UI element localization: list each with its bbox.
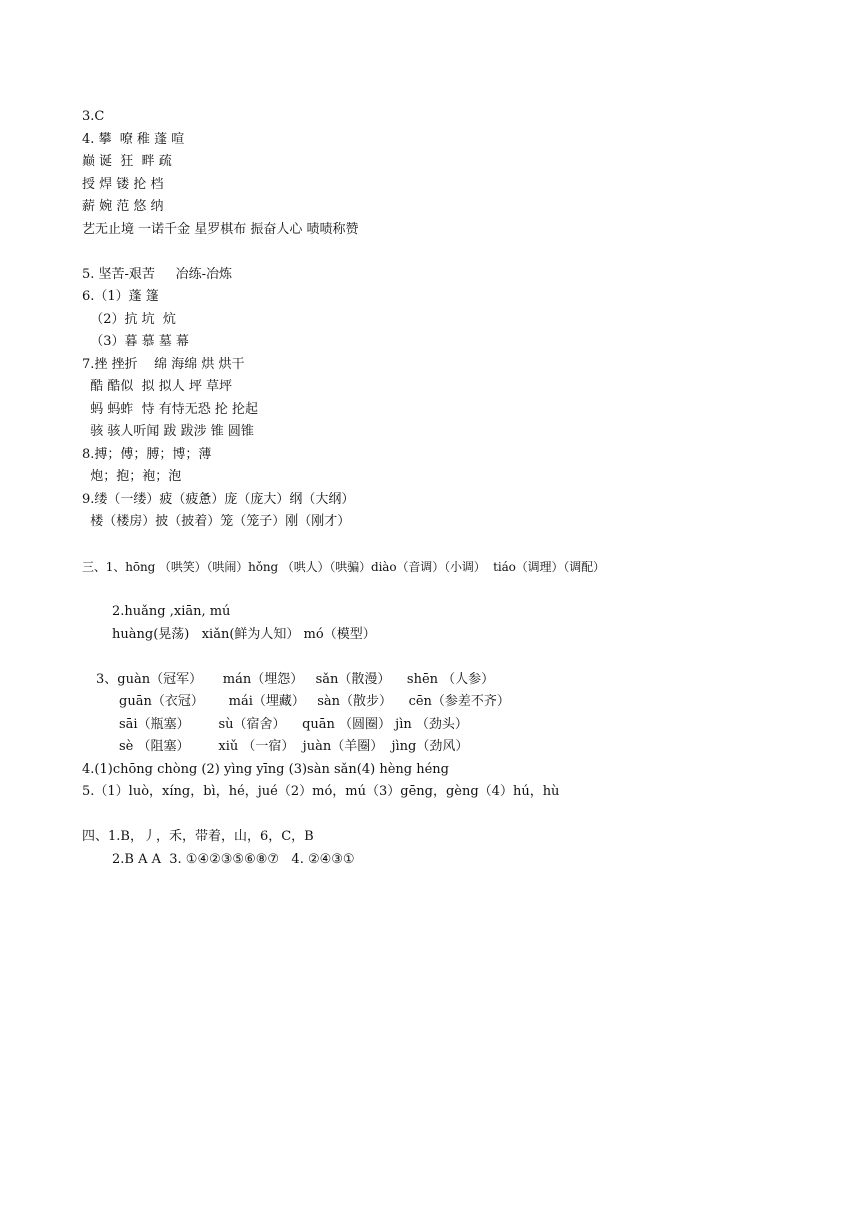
answer-line: 9.缕（一缕）疲（疲惫）庞（庞大）纲（大纲）	[82, 492, 355, 507]
answer-line: 薪 婉 范 悠 纳	[82, 199, 164, 214]
answer-line: 四、1.B，丿，禾，带着，山，6，C，B	[82, 829, 314, 844]
answer-line: 巅 诞 狂 畔 疏	[82, 154, 172, 169]
answer-line: 8.搏；傅；膊；博；薄	[82, 447, 212, 462]
answer-line: 5.（1）luò，xíng，bì，hé，jué（2）mó，mú（3）gēng，gèng（4）hú，hù	[82, 784, 560, 799]
answer-line: guān（衣冠） mái（埋藏） sàn（散步） cēn（参差不齐）	[119, 694, 510, 709]
answer-line: 蚂 蚂蚱 恃 有恃无恐 抡 抡起	[82, 402, 259, 417]
answer-line: sāi（瓶塞） sù（宿舍） quān （圆圈） jìn （劲头）	[119, 717, 468, 732]
answer-line: 4.(1)chōng chòng (2) yìng yīng (3)sàn sǎn(4) hèng héng	[82, 762, 449, 777]
answer-line: 2.huǎng ,xiān, mú	[112, 604, 231, 619]
answer-line: （3）暮 慕 墓 幕	[82, 334, 189, 349]
answer-line: 三、1、hōng （哄笑）（哄闹）hǒng （哄人）（哄骗）diào（音调）（小调） tiáo（调理）（调配）	[82, 560, 605, 574]
answer-line: 3.C	[82, 109, 105, 124]
answer-line: sè （阻塞） xiǔ （一宿） juàn（羊圈） jìng（劲风）	[119, 739, 469, 754]
answer-line: 酷 酷似 拟 拟人 坪 草坪	[82, 379, 233, 394]
answer-line: 5. 坚苦-艰苦 冶练-冶炼	[82, 267, 232, 282]
answer-line: 6.（1）蓬 篷	[82, 289, 159, 304]
answer-line: 炮；抱；袍；泡	[82, 469, 182, 484]
answer-line: 4. 攀 嘹 稚 蓬 喧	[82, 132, 185, 147]
answer-line: 艺无止境 一诺千金 星罗棋布 振奋人心 啧啧称赞	[82, 222, 359, 237]
answer-line: 授 焊 镂 抡 档	[82, 177, 164, 192]
answer-line: 3、guàn（冠军） mán（埋怨） sǎn（散漫） shēn （人参）	[96, 672, 495, 687]
answer-line: 2.B A A 3. ①④②③⑤⑥⑧⑦ 4. ②④③①	[112, 852, 355, 867]
answer-line: （2）抗 坑 炕	[82, 312, 176, 327]
answer-line: 骇 骇人听闻 跋 跋涉 锥 圆锥	[82, 424, 254, 439]
answer-line: 7.挫 挫折 绵 海绵 烘 烘干	[82, 357, 245, 372]
answer-line: huàng(晃荡) xiǎn(鲜为人知） mó（模型）	[112, 627, 376, 642]
answer-line: 楼（楼房）披（披着）笼（笼子）刚（刚才）	[82, 514, 351, 529]
